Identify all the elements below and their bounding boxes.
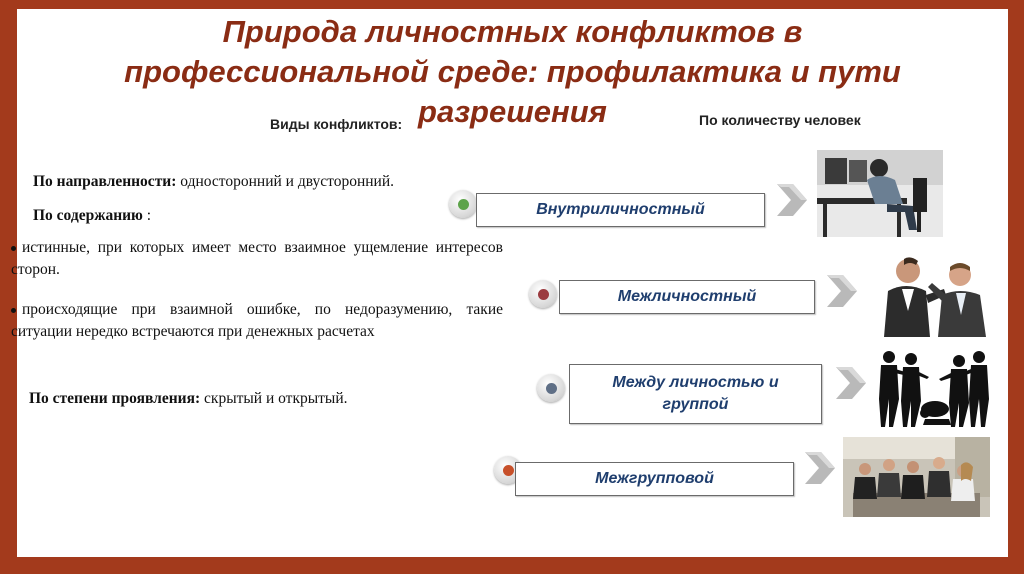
title-line-3: разрешения (418, 94, 607, 129)
conflict-type-intrapersonal: Внутриличностный (476, 193, 765, 227)
photo-office-meeting (843, 437, 990, 517)
photo-silhouettes-group (875, 343, 995, 427)
bullet-item-1 (11, 237, 503, 281)
slide (11, 9, 1008, 557)
chevron-right-icon (823, 273, 859, 309)
right-header: По количеству человек (699, 112, 861, 128)
chevron-right-icon (832, 365, 868, 401)
bullet-dot (11, 246, 16, 251)
photo-stressed-worker (817, 150, 943, 237)
dot-icon (503, 465, 514, 476)
bullet-text-2: происходящие при взаимной ошибке, по недоразумению, такие ситуации нередко встречаются при денежных расчетах (11, 301, 503, 340)
degree-line (29, 390, 499, 408)
photo-two-men-arguing (866, 251, 992, 337)
conflict-type-individual-group: Между личностью и группой (569, 364, 822, 424)
bullet-item-2 (11, 299, 503, 343)
dot-icon (546, 383, 557, 394)
direction-text: односторонний и двусторонний. (176, 173, 395, 190)
degree-label: По степени проявления: (29, 390, 201, 407)
content-suffix: : (142, 207, 152, 224)
content-line (33, 207, 503, 225)
bullet-circle-icon (537, 374, 565, 402)
dot-icon (458, 199, 469, 210)
chevron-right-icon (801, 450, 837, 486)
content-label: По содержанию (33, 207, 143, 224)
direction-label: По направленности: (33, 173, 177, 190)
chevron-right-icon (773, 182, 809, 218)
degree-text: скрытый и открытый. (200, 390, 348, 407)
conflict-type-intergroup: Межгрупповой (515, 462, 794, 496)
dot-icon (538, 289, 549, 300)
title-line-2: профессиональной среде: профилактика и пути (124, 54, 901, 89)
direction-line (33, 173, 503, 191)
bullet-circle-icon (449, 190, 477, 218)
bullet-circle-icon (529, 280, 557, 308)
conflict-type-interpersonal: Межличностный (559, 280, 815, 314)
bullet-text-1: истинные, при которых имеет место взаимное ущемление интересов сторон. (11, 239, 503, 278)
bullet-dot (11, 308, 16, 313)
title-line-1: Природа личностных конфликтов в (222, 14, 803, 49)
left-header: Виды конфликтов: (270, 116, 403, 132)
